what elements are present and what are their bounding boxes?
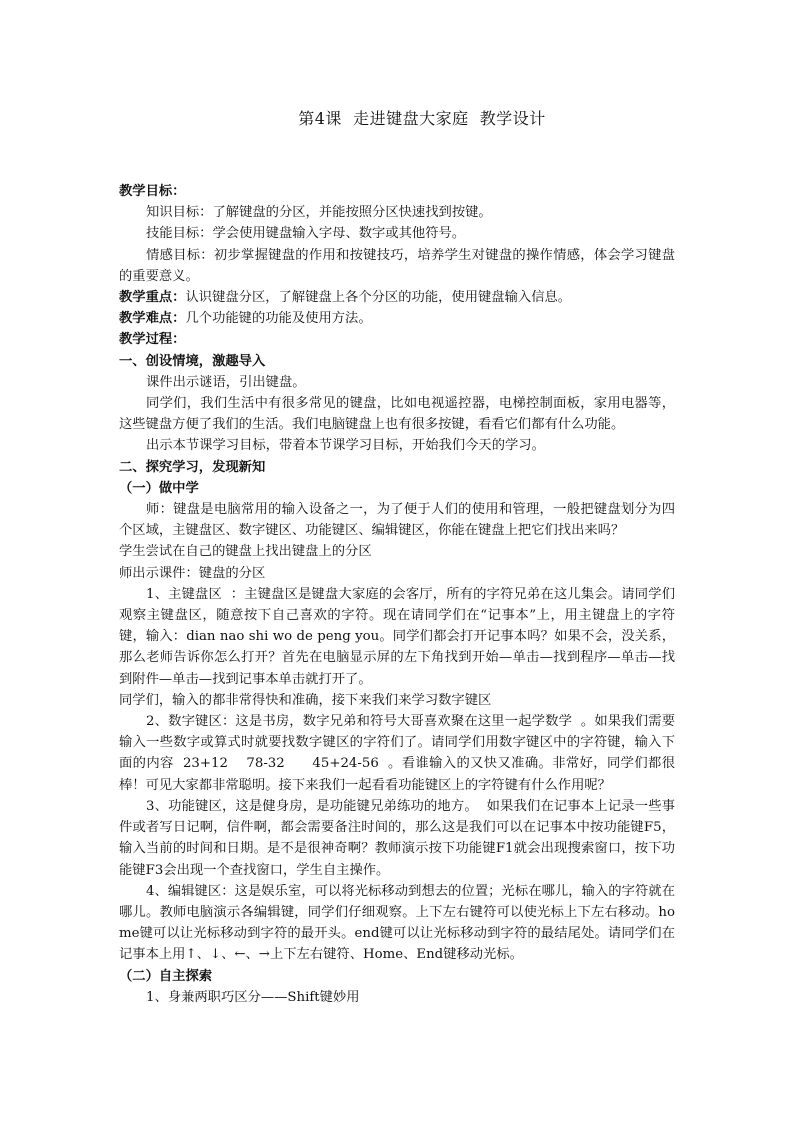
subsection1-heading: （一）做中学 <box>119 480 199 496</box>
section1-paragraph: 课件出示谜语，引出键盘。 <box>146 374 306 390</box>
objective-emotion: 情感目标：初步掌握键盘的作用和按键技巧，培养学生对键盘的操作情感，体会学习键盘的重要意义。 <box>119 247 675 284</box>
section1-paragraph: 出示本节课学习目标，带着本节课学习目标，开始我们今天的学习。 <box>146 438 545 454</box>
subsection2-heading: （二）自主探索 <box>119 968 213 984</box>
objective-skill: 技能目标：学会使用键盘输入字母、数字或其他符号。 <box>146 226 466 242</box>
difficulty <box>119 308 675 329</box>
item-numeric-keypad: 2、数字键区：这是书房，数字兄弟和符号大哥喜欢聚在这里一起学数学 。如果我们需要输入一些数字或算式时就要找数字键区的字符们了。请同学们用数字键区中的字符键，输入下面的内容 23+12 78-32 45+24-56 。看谁输入的又快又准确。非常好，同学们都很棒！可见大家都非常聪明。接下来我们一起看看功能键区上的字符键有什么作用呢？ <box>119 714 675 793</box>
key-point-text: 认识键盘分区，了解键盘上各个分区的功能，使用键盘输入信息。 <box>185 290 572 306</box>
subsection1-paragraph: 师出示课件：键盘的分区 <box>119 565 266 581</box>
key-point-label: 教学重点： <box>119 290 186 306</box>
section1-paragraph: 同学们，我们生活中有很多常见的键盘，比如电视遥控器，电梯控制面板，家用电器等，这些键盘方便了我们的生活。我们电脑键盘上也有很多按键，看看它们都有什么功能。 <box>119 396 675 433</box>
section2-heading: 二、探究学习，发现新知 <box>119 459 266 475</box>
item-main-keyboard-after: 同学们，输入的都非常得快和准确，接下来我们来学习数字键区 <box>119 692 492 708</box>
item-main-keyboard: 1、主键盘区 ：主键盘区是键盘大家庭的会客厅，所有的字符兄弟在这儿集会。请同学们观察主键盘区，随意按下自己喜欢的字符。现在请同学们在“记事本”上，用主键盘上的字符键，输入：dian nao shi wo de peng you。同学们都会打开记事本吗？如果不会，没关系，那么老师告诉你怎么打开？首先在电脑显示屏的左下角找到开始—单击—找到程序—单击—找到附件—单击—找到记事本单击就打开了。 <box>119 586 675 687</box>
subsection1-paragraph: 学生尝试在自己的键盘上找出键盘上的分区 <box>119 544 372 560</box>
process-heading: 教学过程： <box>119 332 186 348</box>
document-body <box>119 181 675 1008</box>
subsection1-paragraph: 师：键盘是电脑常用的输入设备之一，为了便于人们的使用和管理，一般把键盘划分为四个区域，主键盘区、数字键区、功能键区、编辑键区，你能在键盘上把它们找出来吗？ <box>119 502 675 539</box>
difficulty-text: 几个功能键的功能及使用方法。 <box>185 311 372 327</box>
section1-heading: 一、创设情境，激趣导入 <box>119 353 266 369</box>
document-title: 第4课 走进键盘大家庭 教学设计 <box>298 109 546 128</box>
difficulty-label: 教学难点： <box>119 311 186 327</box>
item-edit-keys: 4、编辑键区：这是娱乐室，可以将光标移动到想去的位置；光标在哪儿，输入的字符就在哪儿。教师电脑演示各编辑键，同学们仔细观察。上下左右键符可以使光标上下左右移动。home键可以让光标移动到字符的最开头。end键可以让光标移动到字符的最结尾处。请同学们在记事本上用↑、↓、←、→上下左右键符、Home、End键移动光标。 <box>119 883 675 963</box>
objectives-heading: 教学目标： <box>119 184 186 199</box>
item-function-keys: 3、功能键区，这是健身房，是功能键兄弟练功的地方。 如果我们在记事本上记录一些事件或者写日记啊，信件啊，都会需要备注时间的，那么这是我们可以在记事本中按功能键F5，输入当前的时间和日期。是不是很神奇啊？教师演示按下功能键F1就会出现搜索窗口，按下功能键F3会出现一个查找窗口，学生自主操作。 <box>119 798 675 878</box>
subsection2-item: 1、身兼两职巧区分——Shift键妙用 <box>146 989 360 1005</box>
key-point <box>119 287 675 308</box>
objective-knowledge: 知识目标：了解键盘的分区，并能按照分区快速找到按键。 <box>146 205 492 221</box>
